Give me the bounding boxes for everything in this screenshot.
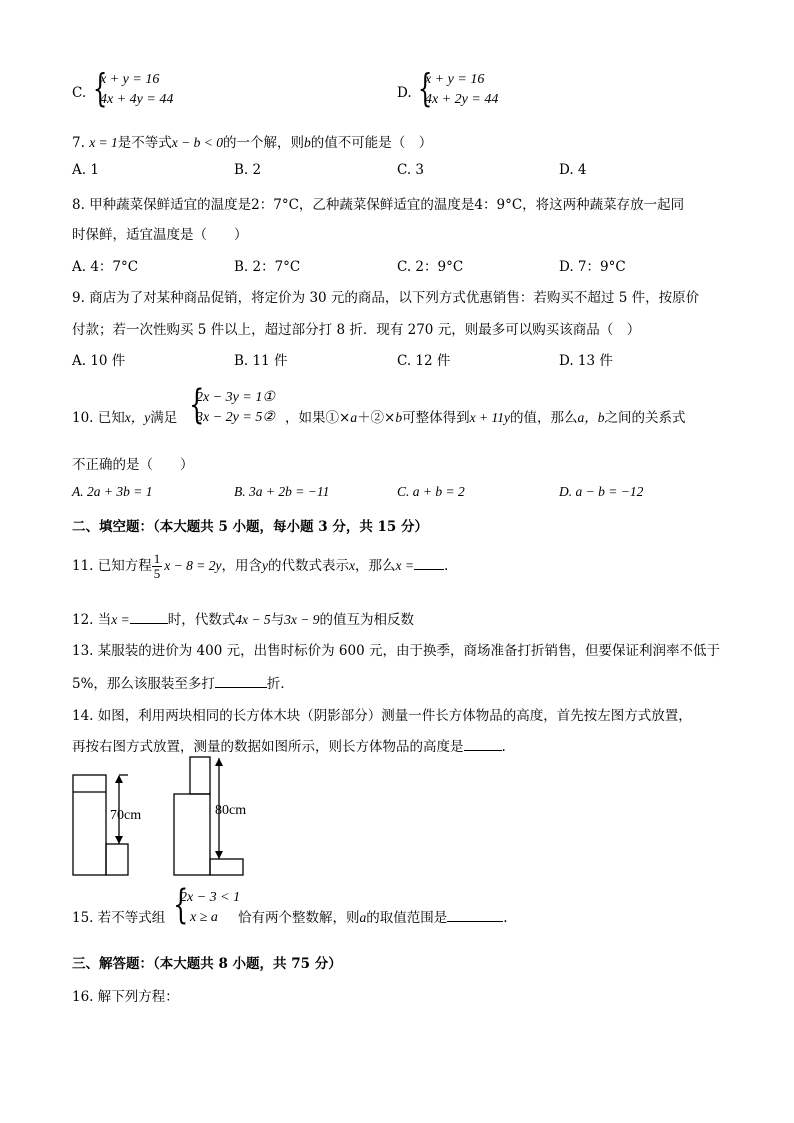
option-label: D.: [397, 85, 412, 101]
question-13-line1: 13. 某服装的进价为 400 元，出售时标价为 600 元，由于换季，商场准备打折销售，但要保证利润率不低于: [72, 643, 720, 659]
text: 11. 已知方程: [72, 558, 152, 574]
q10-option-c: C. a + b = 2: [397, 484, 465, 499]
label-80cm: 80cm: [215, 803, 247, 818]
q7-option-a: A. 1: [72, 162, 99, 178]
text: 的值不可能是（ ）: [310, 135, 433, 151]
right-top-block: [190, 757, 210, 794]
brace: {: [417, 66, 433, 110]
brace: {: [173, 882, 189, 928]
q9-option-d: D. 13 件: [559, 353, 613, 369]
question-12: [72, 608, 414, 628]
question-11: [72, 552, 448, 581]
text: 是不等式: [117, 135, 172, 151]
math: x − b < 0: [171, 135, 224, 150]
math: x，y: [124, 410, 151, 425]
question-14-line1: 14. 如图，利用两块相同的长方体木块（阴影部分）测量一件长方体物品的高度，首先按左图方式放置，: [72, 708, 692, 724]
arrow-down: [215, 851, 223, 859]
text: 满足: [150, 410, 178, 426]
q7-option-d: D. 4: [559, 162, 587, 178]
math: b: [395, 410, 403, 425]
right-object: [174, 794, 210, 875]
math: x: [348, 558, 355, 573]
q8-option-b: B. 2：7°C: [234, 259, 301, 275]
text: 的代数式表示: [267, 558, 349, 574]
q9-option-c: C. 12 件: [397, 353, 451, 369]
text: 恰有两个整数解，则: [238, 910, 360, 926]
equation: x ≥ a: [190, 910, 218, 925]
q10-option-d: D. a − b = −12: [559, 484, 644, 499]
equation: 4x + 4y = 44: [100, 92, 174, 107]
numerator: 1: [153, 551, 161, 566]
measurement-figure: [68, 755, 268, 880]
label-70cm: 70cm: [110, 808, 142, 823]
math: a: [359, 910, 367, 925]
text: 的值互为相反数: [319, 612, 414, 628]
q7-option-b: B. 2: [234, 162, 262, 178]
question-10-line2: 不正确的是（ ）: [72, 457, 194, 473]
math: x = 1: [89, 135, 118, 150]
question-16: 16. 解下列方程：: [72, 989, 179, 1005]
text: ，用含: [221, 558, 262, 574]
math: a: [350, 410, 358, 425]
text: 之间的关系式: [604, 410, 686, 426]
text: 与: [270, 612, 285, 628]
text: 的值，那么: [509, 410, 578, 426]
equation: 4x + 2y = 44: [425, 92, 499, 107]
question-10: [72, 406, 177, 426]
text: 12. 当: [72, 612, 112, 628]
q8-option-a: A. 4：7°C: [72, 259, 139, 275]
text: 10. 已知: [72, 410, 125, 426]
answer-blank[interactable]: [130, 609, 168, 624]
section-heading: 三、解答题：（本大题共 8 小题，共 75 分）: [72, 956, 342, 972]
arrow-down: [115, 836, 123, 844]
text: 时，代数式: [167, 612, 236, 628]
section-heading: 二、填空题：（本大题共 5 小题，每小题 3 分，共 15 分）: [72, 519, 429, 535]
question-number: 7.: [72, 135, 85, 151]
right-bottom-block: [210, 859, 243, 875]
question-15: [72, 906, 165, 926]
math: b: [304, 135, 311, 150]
question-15-rest: [238, 906, 508, 926]
arrow-up: [215, 758, 223, 766]
question-13-line2: [72, 672, 294, 692]
equation: 3x − 2y = 5②: [196, 410, 275, 425]
option-label: C.: [72, 85, 87, 101]
answer-blank[interactable]: [215, 673, 267, 688]
text: 的一个解，则: [223, 135, 305, 151]
equation: 2x − 3 < 1: [180, 890, 241, 905]
question-14-line2: [72, 735, 506, 755]
q8-option-c: C. 2：9°C: [397, 259, 464, 275]
q10-option-b: B. 3a + 2b = −11: [234, 484, 330, 499]
answer-blank[interactable]: [464, 736, 502, 751]
math: 3x − 9: [284, 612, 320, 627]
text: ，那么: [354, 558, 396, 574]
text: 可整体得到: [402, 410, 470, 426]
equation: x + y = 16: [100, 72, 160, 87]
denominator: 5: [153, 566, 161, 581]
question-7: [72, 131, 432, 151]
text: .: [501, 739, 506, 755]
math: x − 8 = 2y: [164, 558, 222, 573]
q7-option-c: C. 3: [397, 162, 425, 178]
question-10-rest: [285, 406, 685, 426]
math: x =: [395, 558, 414, 573]
q8-option-d: D. 7：9°C: [559, 259, 626, 275]
text: .: [443, 558, 449, 574]
math: x =: [111, 612, 130, 627]
answer-blank[interactable]: [447, 907, 503, 922]
arrow-up: [115, 775, 123, 783]
left-block: [106, 844, 128, 875]
text: .: [503, 910, 508, 926]
q10-option-a: A. 2a + 3b = 1: [72, 484, 153, 499]
equation: 2x − 3y = 1①: [196, 390, 275, 405]
answer-blank[interactable]: [414, 555, 444, 570]
math: x + 11y: [469, 410, 510, 425]
text: 的取值范围是: [366, 910, 448, 926]
math: a，b: [577, 410, 605, 425]
question-9-line2: 付款；若一次性购买 5 件以上，超过部分打 8 折．现有 270 元，则最多可以购买该商品（ ）: [72, 322, 641, 338]
equation: x + y = 16: [425, 72, 485, 87]
question-8-line1: 8. 甲种蔬菜保鲜适宜的温度是2：7°C，乙种蔬菜保鲜适宜的温度是4：9°C，将这两种蔬菜存放一起同: [72, 197, 685, 213]
text: 折．: [266, 676, 294, 692]
text: ，如果①×: [285, 410, 351, 426]
math: y: [261, 558, 268, 573]
text: 5%，那么该服装至多打: [72, 676, 215, 692]
text: 再按右图方式放置，测量的数据如图所示，则长方体物品的高度是: [72, 739, 464, 755]
text: 15. 若不等式组: [72, 910, 166, 926]
question-8-line2: 时保鲜，适宜温度是（ ）: [72, 227, 248, 243]
brace: {: [92, 66, 108, 110]
q9-option-b: B. 11 件: [234, 353, 288, 369]
question-9-line1: 9. 商店为了对某种商品促销，将定价为 30 元的商品，以下列方式优惠销售：若购买不超过 5 件，按原价: [72, 290, 700, 306]
math: 4x − 5: [235, 612, 271, 627]
brace: {: [189, 382, 205, 428]
q9-option-a: A. 10 件: [72, 353, 126, 369]
text: ＋②×: [357, 410, 396, 426]
left-object: [73, 775, 106, 875]
fraction: [152, 552, 163, 581]
